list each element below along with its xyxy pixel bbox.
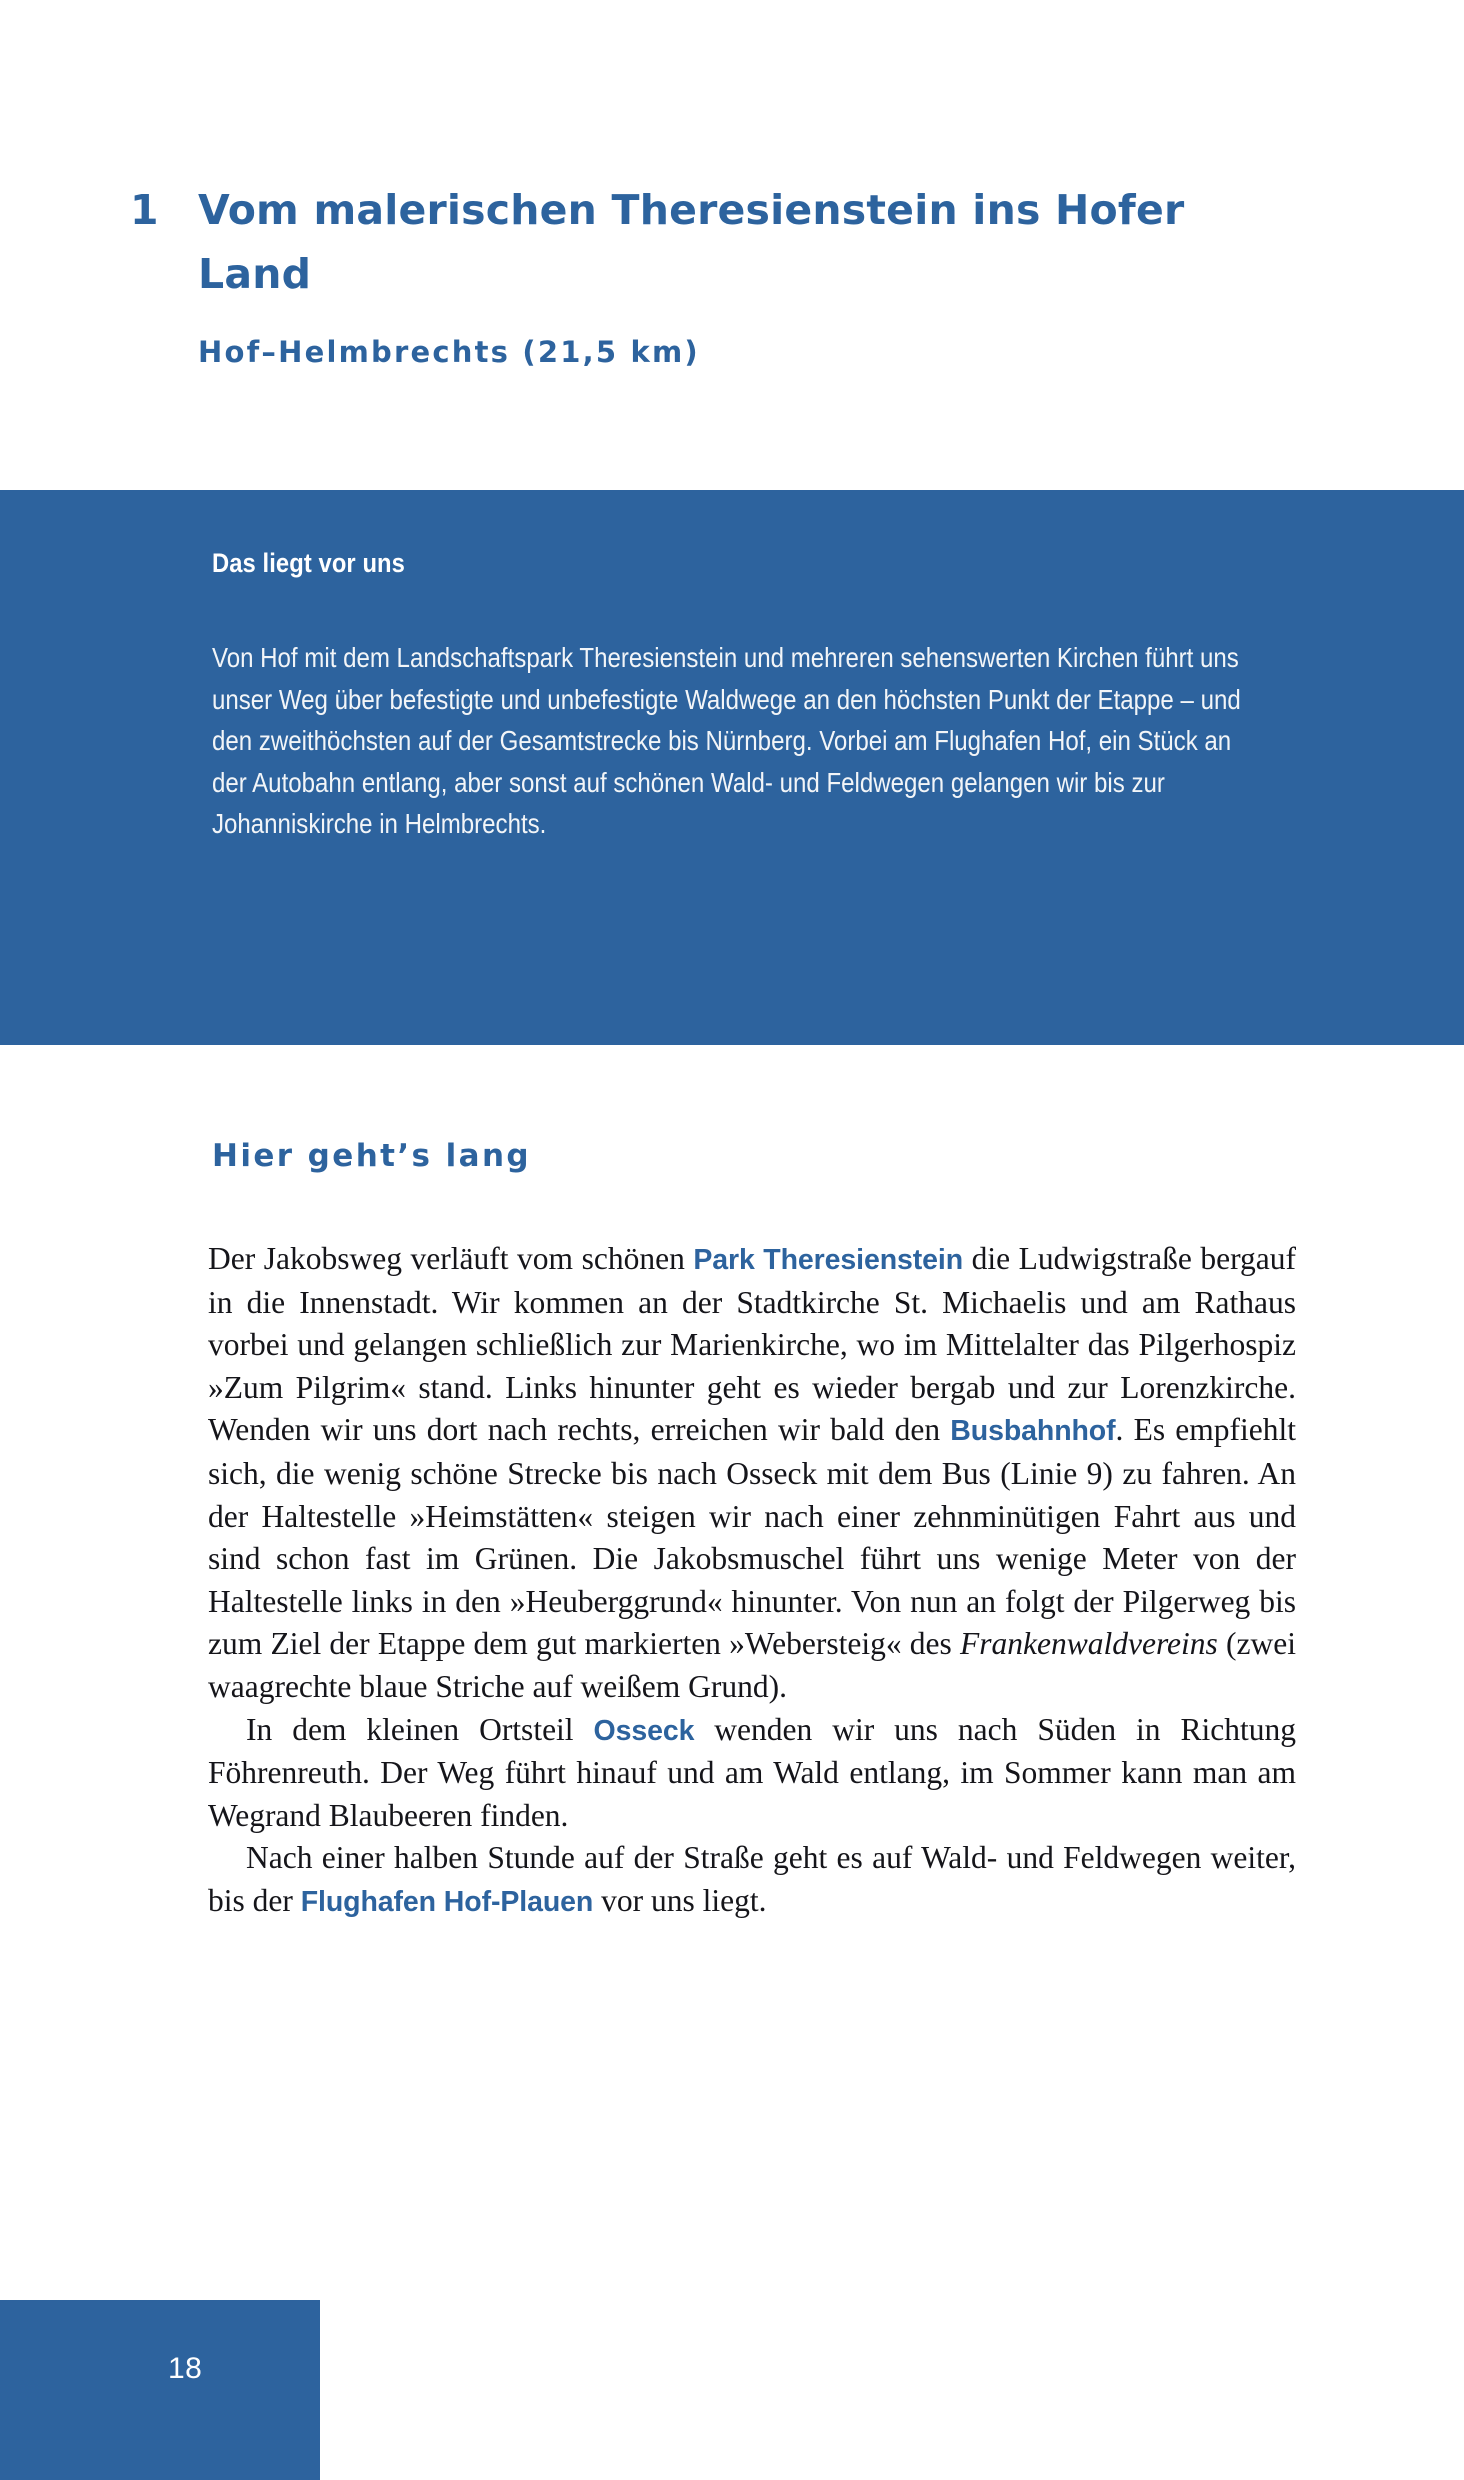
- poi-busbahnhof: Busbahnhof: [950, 1415, 1116, 1448]
- text-run: vor uns liegt.: [593, 1882, 767, 1918]
- info-panel: [0, 490, 1464, 1045]
- text-run: Der Jakobsweg verläuft vom schönen: [208, 1241, 694, 1276]
- chapter-header: [0, 178, 1464, 369]
- poi-flughafen-hof-plauen: Flughafen Hof-Plauen: [300, 1885, 594, 1918]
- chapter-title: Vom malerischen Theresienstein ins Hofer Land: [198, 186, 1185, 298]
- text-run: In dem kleinen Ortsteil: [246, 1711, 594, 1747]
- route-description-body: [208, 1238, 1296, 1924]
- paragraph-3: [208, 1837, 1296, 1923]
- footer-block: [0, 2300, 320, 2480]
- emphasis-frankenwaldvereins: Frankenwaldvereins: [960, 1626, 1218, 1662]
- chapter-subtitle: Hof–Helmbrechts (21,5 km): [198, 335, 700, 369]
- info-panel-heading: Das liegt vor uns: [212, 548, 405, 578]
- paragraph-2: [208, 1709, 1296, 1838]
- info-panel-body: Von Hof mit dem Landschaftspark Theresienstein und mehreren sehenswerten Kirchen führt uns unser Weg über befestigte und unbefestigte Waldwege an den höchsten Punkt der Etappe – und den zweithöchsten auf der Gesamtstrecke bis Nürnberg. Vorbei am Flughafen Hof, ein Stück an der Autobahn entlang, aber sonst auf schönen Wald- und Feldwegen gelangen wir bis zur Johanniskirche in Helmbrechts.: [212, 642, 1241, 839]
- text-run: (zwei waagrechte blaue Striche auf weißem Grund).: [208, 1626, 1296, 1704]
- text-run: die Ludwigstraße bergauf in die Innenstadt. Wir kommen an der Stadtkirche St. Michaelis und am Rathaus vorbei und gelangen schließlich zur Marienkirche, wo im Mittelalter das Pilgerhospiz »Zum Pilgrim« stand. Links hinunter geht es wieder bergab und zur Lorenzkirche. Wenden wir uns dort nach rechts, erreichen wir bald den: [208, 1241, 1296, 1448]
- route-section-heading: Hier geht’s lang: [212, 1138, 532, 1174]
- text-run: Nach einer halben Stunde auf der Straße geht es auf Wald- und Feldwegen weiter, bis der: [208, 1840, 1296, 1918]
- paragraph-1: [208, 1238, 1296, 1709]
- text-run: . Es empfiehlt sich, die wenig schöne Strecke bis nach Osseck mit dem Bus (Linie 9) zu fahren. An der Haltestelle »Heimstätten« steigen wir nach einer zehnminütigen Fahrt aus und sind schon fast im Grünen. Die Jakobsmuschel führt uns wenige Meter von der Haltestelle links in den »Heuberggrund« hinunter. Von nun an folgt der Pilgerweg bis zum Ziel der Etappe dem gut markierten »Webersteig« des: [208, 1412, 1296, 1662]
- chapter-title-row: [130, 178, 1464, 306]
- text-run: wenden wir uns nach Süden in Richtung Föhrenreuth. Der Weg führt hinauf und am Wald entlang, im Sommer kann man am Wegrand Blaubeeren finden.: [208, 1711, 1296, 1833]
- poi-park-theresienstein: Park Theresienstein: [693, 1244, 964, 1276]
- chapter-number: 1: [130, 186, 159, 234]
- poi-osseck: Osseck: [593, 1714, 695, 1747]
- page-number: 18: [168, 2352, 203, 2385]
